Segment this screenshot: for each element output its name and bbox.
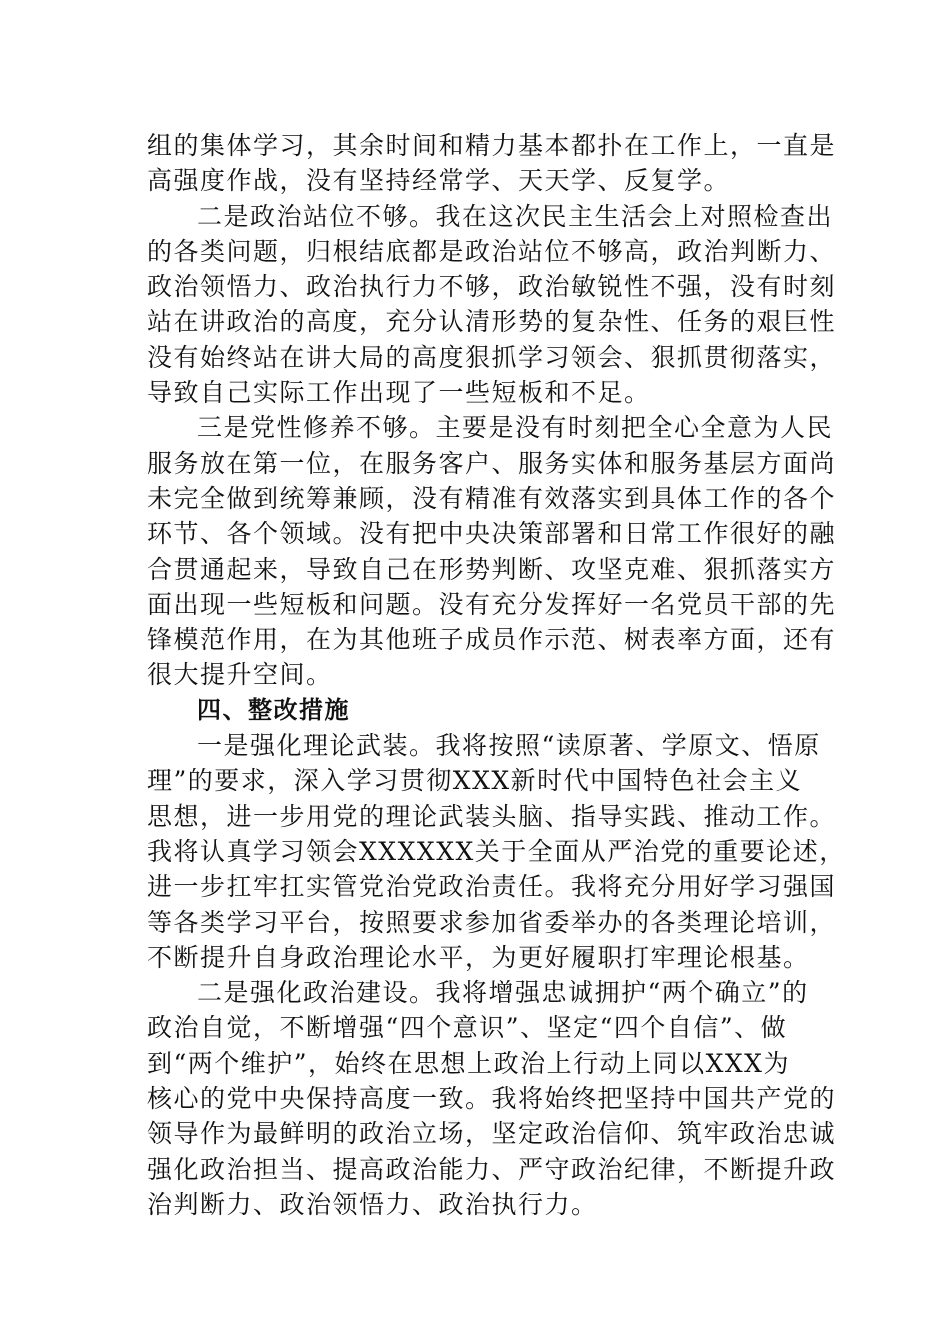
body-line: 合贯通起来，导致自己在形势判断、攻坚克难、狠抓落实方 — [147, 554, 837, 584]
body-line: 等各类学习平台，按照要求参加省委举办的各类理论培训， — [147, 907, 837, 937]
body-line: 政治自觉，不断增强“四个意识”、坚定“四个自信”、做 — [147, 1013, 788, 1043]
body-line: 理”的要求，深入学习贯彻XXX新时代中国特色社会主义 — [147, 766, 803, 796]
body-line: 治判断力、政治领悟力、政治执行力。 — [147, 1189, 598, 1219]
paragraph-start-line: 二是政治站位不够。我在这次民主生活会上对照检查出 — [197, 201, 834, 231]
body-line: 未完全做到统筹兼顾，没有精准有效落实到具体工作的各个 — [147, 483, 837, 513]
body-line: 没有始终站在讲大局的高度狠抓学习领会、狠抓贯彻落实， — [147, 342, 837, 372]
body-line: 领导作为最鲜明的政治立场，坚定政治信仰、筑牢政治忠诚 — [147, 1119, 837, 1149]
body-line: 组的集体学习，其余时间和精力基本都扑在工作上，一直是 — [147, 131, 837, 160]
body-line: 核心的党中央保持高度一致。我将始终把坚持中国共产党的 — [147, 1084, 837, 1114]
body-line: 进一步扛牢扛实管党治党政治责任。我将充分用好学习强国 — [147, 872, 837, 902]
body-line: 我将认真学习领会XXXXXX关于全面从严治党的重要论述， — [147, 836, 846, 866]
body-line: 思想，进一步用党的理论武装头脑、指导实践、推动工作。 — [147, 801, 837, 831]
body-line: 高强度作战，没有坚持经常学、天天学、反复学。 — [147, 166, 731, 196]
body-line: 政治领悟力、政治执行力不够，政治敏锐性不强，没有时刻 — [147, 272, 837, 302]
paragraph-start-line: 二是强化政治建设。我将增强忠诚拥护“两个确立”的 — [197, 978, 809, 1008]
body-line: 锋模范作用，在为其他班子成员作示范、树表率方面，还有 — [147, 625, 837, 655]
body-line: 强化政治担当、提高政治能力、严守政治纪律，不断提升政 — [147, 1154, 837, 1184]
body-line: 环节、各个领域。没有把中央决策部署和日常工作很好的融 — [147, 519, 837, 549]
body-line: 面出现一些短板和问题。没有充分发挥好一名党员干部的先 — [147, 589, 837, 619]
body-line: 不断提升自身政治理论水平，为更好履职打牢理论根基。 — [147, 942, 810, 972]
body-line: 到“两个维护”，始终在思想上政治上行动上同以XXX为 — [147, 1048, 790, 1078]
document-body — [147, 128, 846, 1222]
paragraph-start-line: 一是强化理论武装。我将按照“读原著、学原文、悟原 — [197, 731, 821, 761]
body-line: 站在讲政治的高度，充分认清形势的复杂性、任务的艰巨性 — [147, 307, 837, 337]
body-line: 导致自己实际工作出现了一些短板和不足。 — [147, 378, 651, 408]
body-line: 的各类问题，归根结底都是政治站位不够高，政治判断力、 — [147, 236, 837, 266]
body-line: 服务放在第一位，在服务客户、服务实体和服务基层方面尚 — [147, 448, 837, 478]
paragraph-start-line: 三是党性修养不够。主要是没有时刻把全心全意为人民 — [197, 413, 834, 443]
section-heading: 四、整改措施 — [197, 695, 350, 724]
body-line: 很大提升空间。 — [147, 660, 333, 690]
